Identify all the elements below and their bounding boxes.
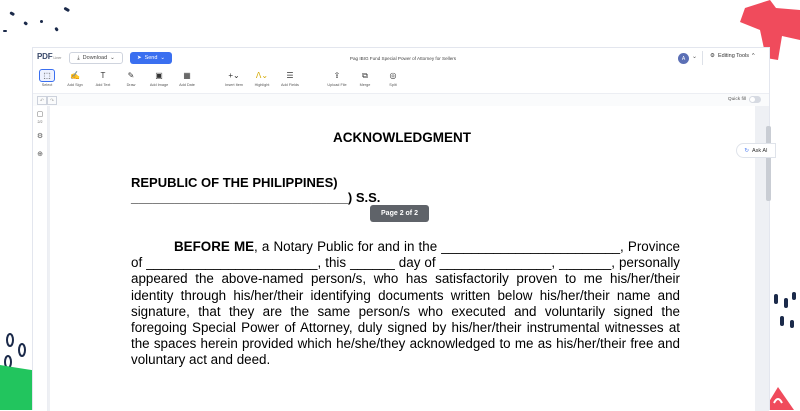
- app-logo[interactable]: [37, 52, 61, 61]
- tool-label: Insert Item: [225, 83, 243, 87]
- ss-line: ______________________________) S.S.: [131, 190, 381, 205]
- tool-merge[interactable]: [351, 69, 379, 91]
- divider: [702, 51, 703, 65]
- plus-icon: +⌄: [228, 71, 240, 80]
- undo-icon[interactable]: ↶: [37, 96, 47, 105]
- tool-insert-item[interactable]: [220, 69, 248, 91]
- tool-draw[interactable]: [117, 69, 145, 91]
- editing-tools-toggle[interactable]: [710, 53, 755, 59]
- send-label: Send: [144, 55, 158, 61]
- download-button[interactable]: [69, 52, 123, 64]
- fields-icon: ☰: [286, 71, 294, 80]
- pages-icon[interactable]: ▢: [36, 111, 44, 118]
- tool-label: Add Text: [95, 83, 111, 87]
- decoration-top-left-dots: [0, 0, 80, 50]
- chevron-up-icon: ^: [752, 53, 755, 59]
- page-indicator: Page 2 of 2: [370, 205, 429, 222]
- tool-label: Add Image: [149, 83, 169, 87]
- tool-add-text[interactable]: [89, 69, 117, 91]
- download-icon: ⤓: [77, 54, 80, 61]
- tool-add-image[interactable]: [145, 69, 173, 91]
- tool-label: Add Date: [179, 83, 195, 87]
- page-heading: ACKNOWLEDGMENT: [333, 130, 471, 145]
- tool-highlight[interactable]: [248, 69, 276, 91]
- page-count: 2/2: [37, 120, 43, 124]
- tool-label: Upload File: [327, 83, 347, 87]
- editing-tools-label: Editing Tools: [717, 53, 750, 59]
- merge-icon: ⧉: [362, 70, 368, 80]
- pen-icon: ✎: [127, 71, 135, 80]
- upload-icon: ⇪: [333, 71, 341, 80]
- quick-fill-toggle[interactable]: [728, 96, 761, 103]
- acknowledgment-paragraph: [131, 239, 680, 369]
- tool-label: Select: [41, 83, 53, 87]
- republic-line: REPUBLIC OF THE PHILIPPINES): [131, 175, 338, 190]
- send-button[interactable]: [130, 52, 172, 64]
- chevron-down-icon: ⌄: [160, 55, 166, 61]
- text-icon: T: [100, 71, 106, 80]
- select-icon: ⬚: [39, 69, 55, 82]
- ai-icon: ↻: [744, 147, 749, 154]
- send-icon: ➤: [136, 55, 142, 61]
- paragraph-text: , a Notary Public for and in the ________________________, Province of _______________________, this ______ day of _______________, _______, personally appeared the above-named person/s, who has satisfactorily proven to me his/her/their identity through his/her/their identifying documents written below his/her/their name and signature, that they are the same person/s who executed and voluntarily signed the foregoing Special Power of Attorney, duly signed by his/her/their instrumental witnesses at the spaces herein provided which he/she/they acknowledged to me as his/her/their free and voluntary act and deed.: [131, 239, 681, 368]
- gear-icon[interactable]: ⚙: [36, 133, 44, 140]
- split-icon: ◎: [389, 71, 397, 80]
- signature-icon: ✍: [70, 71, 80, 80]
- tool-label: Draw: [126, 83, 136, 87]
- calendar-icon: ▦: [183, 71, 191, 80]
- document-title[interactable]: Pag IBIG Fund Special Power of Attorney for Sellers: [349, 55, 457, 61]
- tools-icon: ⚙: [710, 53, 715, 59]
- logo-text: PDF: [37, 52, 53, 61]
- ask-ai-label: Ask AI: [752, 147, 768, 154]
- tool-add-sign[interactable]: [61, 69, 89, 91]
- avatar[interactable]: A: [678, 53, 689, 64]
- toggle-switch[interactable]: [749, 96, 761, 103]
- tool-label: Merge: [359, 83, 371, 87]
- decoration-right-dots: [770, 290, 800, 340]
- tool-upload-file[interactable]: [323, 69, 351, 91]
- highlight-icon: ᐱ⌄: [255, 71, 269, 80]
- image-icon: ▣: [155, 71, 163, 80]
- scrollbar[interactable]: [766, 126, 771, 201]
- tool-add-fields[interactable]: [276, 69, 304, 91]
- tool-select[interactable]: [33, 69, 61, 91]
- ask-ai-button[interactable]: [736, 143, 776, 158]
- tool-add-date[interactable]: [173, 69, 201, 91]
- download-label: Download: [82, 55, 108, 61]
- tool-split[interactable]: [379, 69, 407, 91]
- tool-label: Add Fields: [281, 83, 299, 87]
- avatar-chevron-icon[interactable]: ⌄: [692, 54, 698, 60]
- tool-label: Split: [389, 83, 397, 87]
- left-rail: [33, 106, 48, 411]
- logo-sub: Liner: [53, 55, 62, 60]
- before-me-text: BEFORE ME: [174, 239, 255, 254]
- zoom-icon[interactable]: ⊕: [37, 151, 43, 158]
- top-bar: [33, 48, 769, 68]
- redo-icon[interactable]: ↷: [47, 96, 57, 105]
- chevron-down-icon: ⌄: [110, 55, 115, 61]
- tool-label: Highlight: [254, 83, 270, 87]
- undo-redo-bar: [33, 93, 769, 107]
- tool-label: Add Sign: [67, 83, 83, 87]
- quick-fill-label: Quick fill: [727, 97, 746, 102]
- editing-toolbar: [33, 69, 769, 91]
